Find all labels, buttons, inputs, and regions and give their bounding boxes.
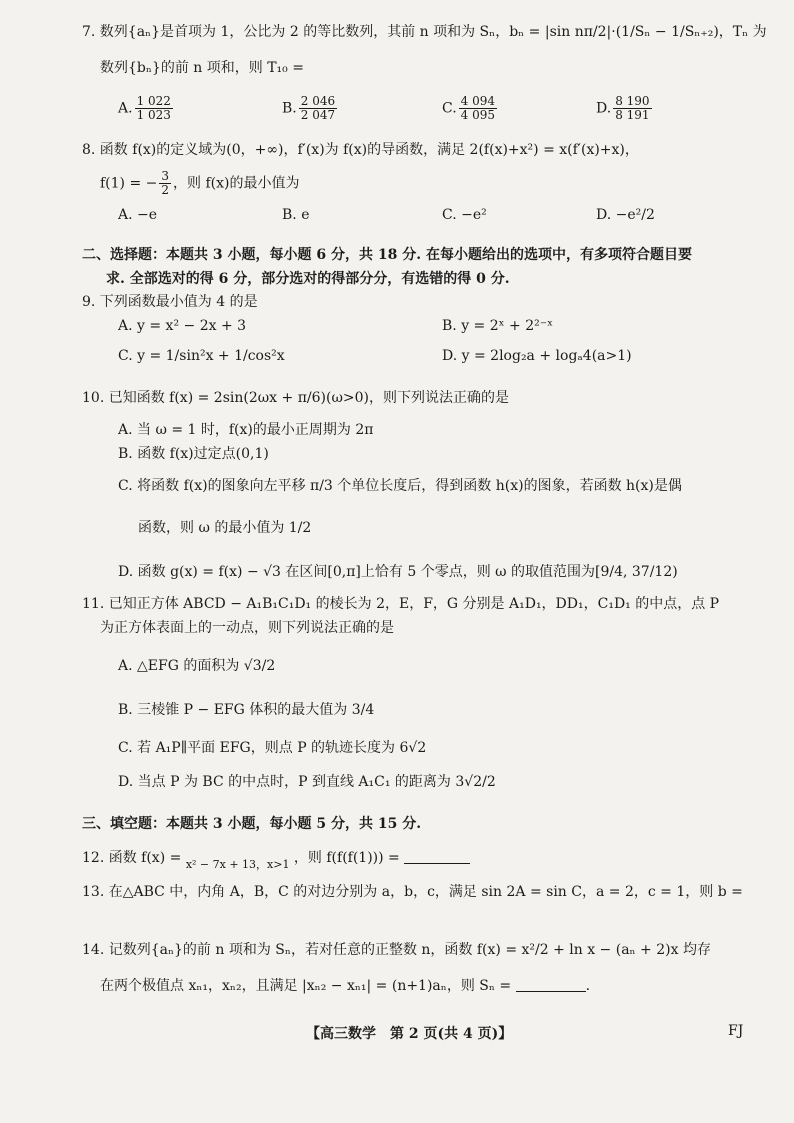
- q13-line: 13. 在△ABC 中，内角 A，B，C 的对边分别为 a，b，c，满足 sin 2A = sin C，a = 2，c = 1，则 b =: [82, 884, 743, 900]
- q7-option-b: B. $\frac{2 046}{2 047}$: [282, 94, 336, 122]
- footer-code: FJ: [728, 1023, 744, 1039]
- q12-answer-blank[interactable]: [404, 849, 470, 864]
- q10-stem: 10. 已知函数 f(x) = 2sin(2ωx + π/6)(ω>0)，则下列说法正确的是: [82, 390, 509, 406]
- q8-option-c: C. −e²: [442, 207, 487, 223]
- q12-line: 12. 函数 f(x) = $_{x^2 - 7x + 13,x>1}$ ，则 f(f(f(1))) =: [82, 848, 470, 875]
- q7-line2: 数列{bₙ}的前 n 项和，则 T₁₀ =: [100, 60, 304, 76]
- q14-answer-blank[interactable]: [516, 977, 586, 992]
- q7-option-d: D. $\frac{8 190}{8 191}$: [596, 94, 650, 122]
- section2-line2: 求. 全部选对的得 6 分，部分选对的得部分分，有选错的得 0 分.: [106, 271, 510, 287]
- q14-line2: 在两个极值点 xₙ₁，xₙ₂，且满足 |xₙ₂ − xₙ₁| = (n+1)aₙ，则 Sₙ = .: [100, 978, 591, 994]
- q14-line1: 14. 记数列{aₙ}的前 n 项和为 Sₙ，若对任意的正整数 n，函数 f(x) = x²/2 + ln x − (aₙ + 2)x 均存: [82, 942, 711, 958]
- q9-option-c: C. y = 1/sin²x + 1/cos²x: [118, 348, 285, 364]
- q11-option-b: B. 三棱锥 P − EFG 体积的最大值为 3/4: [118, 702, 375, 718]
- q11-option-d: D. 当点 P 为 BC 的中点时，P 到直线 A₁C₁ 的距离为 3√2/2: [118, 774, 496, 790]
- q10-option-c-line2: 函数，则 ω 的最小值为 1/2: [138, 520, 312, 536]
- q11-stem-line1: 11. 已知正方体 ABCD − A₁B₁C₁D₁ 的棱长为 2，E，F，G 分别是 A₁D₁，DD₁，C₁D₁ 的中点，点 P: [82, 596, 720, 612]
- q8-option-b: B. e: [282, 207, 310, 223]
- q8-line2: f(1) = − $\frac{3}{2}$ ，则 f(x)的最小值为: [100, 169, 300, 197]
- section2-line1: 二、选择题：本题共 3 小题，每小题 6 分，共 18 分. 在每小题给出的选项中，有多项符合题目要: [82, 247, 692, 263]
- q9-stem: 9. 下列函数最小值为 4 的是: [82, 294, 258, 310]
- q12-piecewise: x² − 7x + 13，x>1: [185, 858, 290, 871]
- q9-option-a: A. y = x² − 2x + 3: [118, 318, 247, 334]
- q9-option-b: B. y = 2ˣ + 2²⁻ˣ: [442, 318, 554, 334]
- q10-option-d: D. 函数 g(x) = f(x) − √3 在区间[0,π]上恰有 5 个零点，则 ω 的取值范围为[9/4, 37/12): [118, 564, 678, 580]
- q11-stem-line2: 为正方体表面上的一动点，则下列说法正确的是: [100, 620, 394, 636]
- q9-option-d: D. y = 2log₂a + logₐ4(a>1): [442, 348, 632, 364]
- q10-option-c-line1: C. 将函数 f(x)的图象向左平移 π/3 个单位长度后，得到函数 h(x)的图象，若函数 h(x)是偶: [118, 478, 682, 494]
- section3-heading: 三、填空题：本题共 3 小题，每小题 5 分，共 15 分.: [82, 816, 422, 832]
- q11-option-a: A. △EFG 的面积为 √3/2: [118, 658, 276, 674]
- q7-option-c: C. $\frac{4 094}{4 095}$: [442, 94, 496, 122]
- q7-option-a: A. $\frac{1 022}{1 023}$: [118, 94, 171, 122]
- q8-option-d: D. −e²/2: [596, 207, 655, 223]
- q8-option-a: A. −e: [118, 207, 158, 223]
- q7-line1: 7. 数列{aₙ}是首项为 1，公比为 2 的等比数列，其前 n 项和为 Sₙ，bₙ = |sin nπ/2|·(1/Sₙ − 1/Sₙ₊₂)，Tₙ 为: [82, 24, 767, 40]
- q11-option-c: C. 若 A₁P∥平面 EFG，则点 P 的轨迹长度为 6√2: [118, 740, 427, 756]
- footer-page-label: 【高三数学 第 2 页(共 4 页)】: [306, 1026, 513, 1042]
- q10-option-a: A. 当 ω = 1 时，f(x)的最小正周期为 2π: [118, 422, 374, 438]
- q10-option-b: B. 函数 f(x)过定点(0,1): [118, 446, 269, 462]
- q8-line1: 8. 函数 f(x)的定义域为(0，+∞)，f′(x)为 f(x)的导函数，满足 2(f(x)+x²) = x(f′(x)+x)，: [82, 142, 639, 158]
